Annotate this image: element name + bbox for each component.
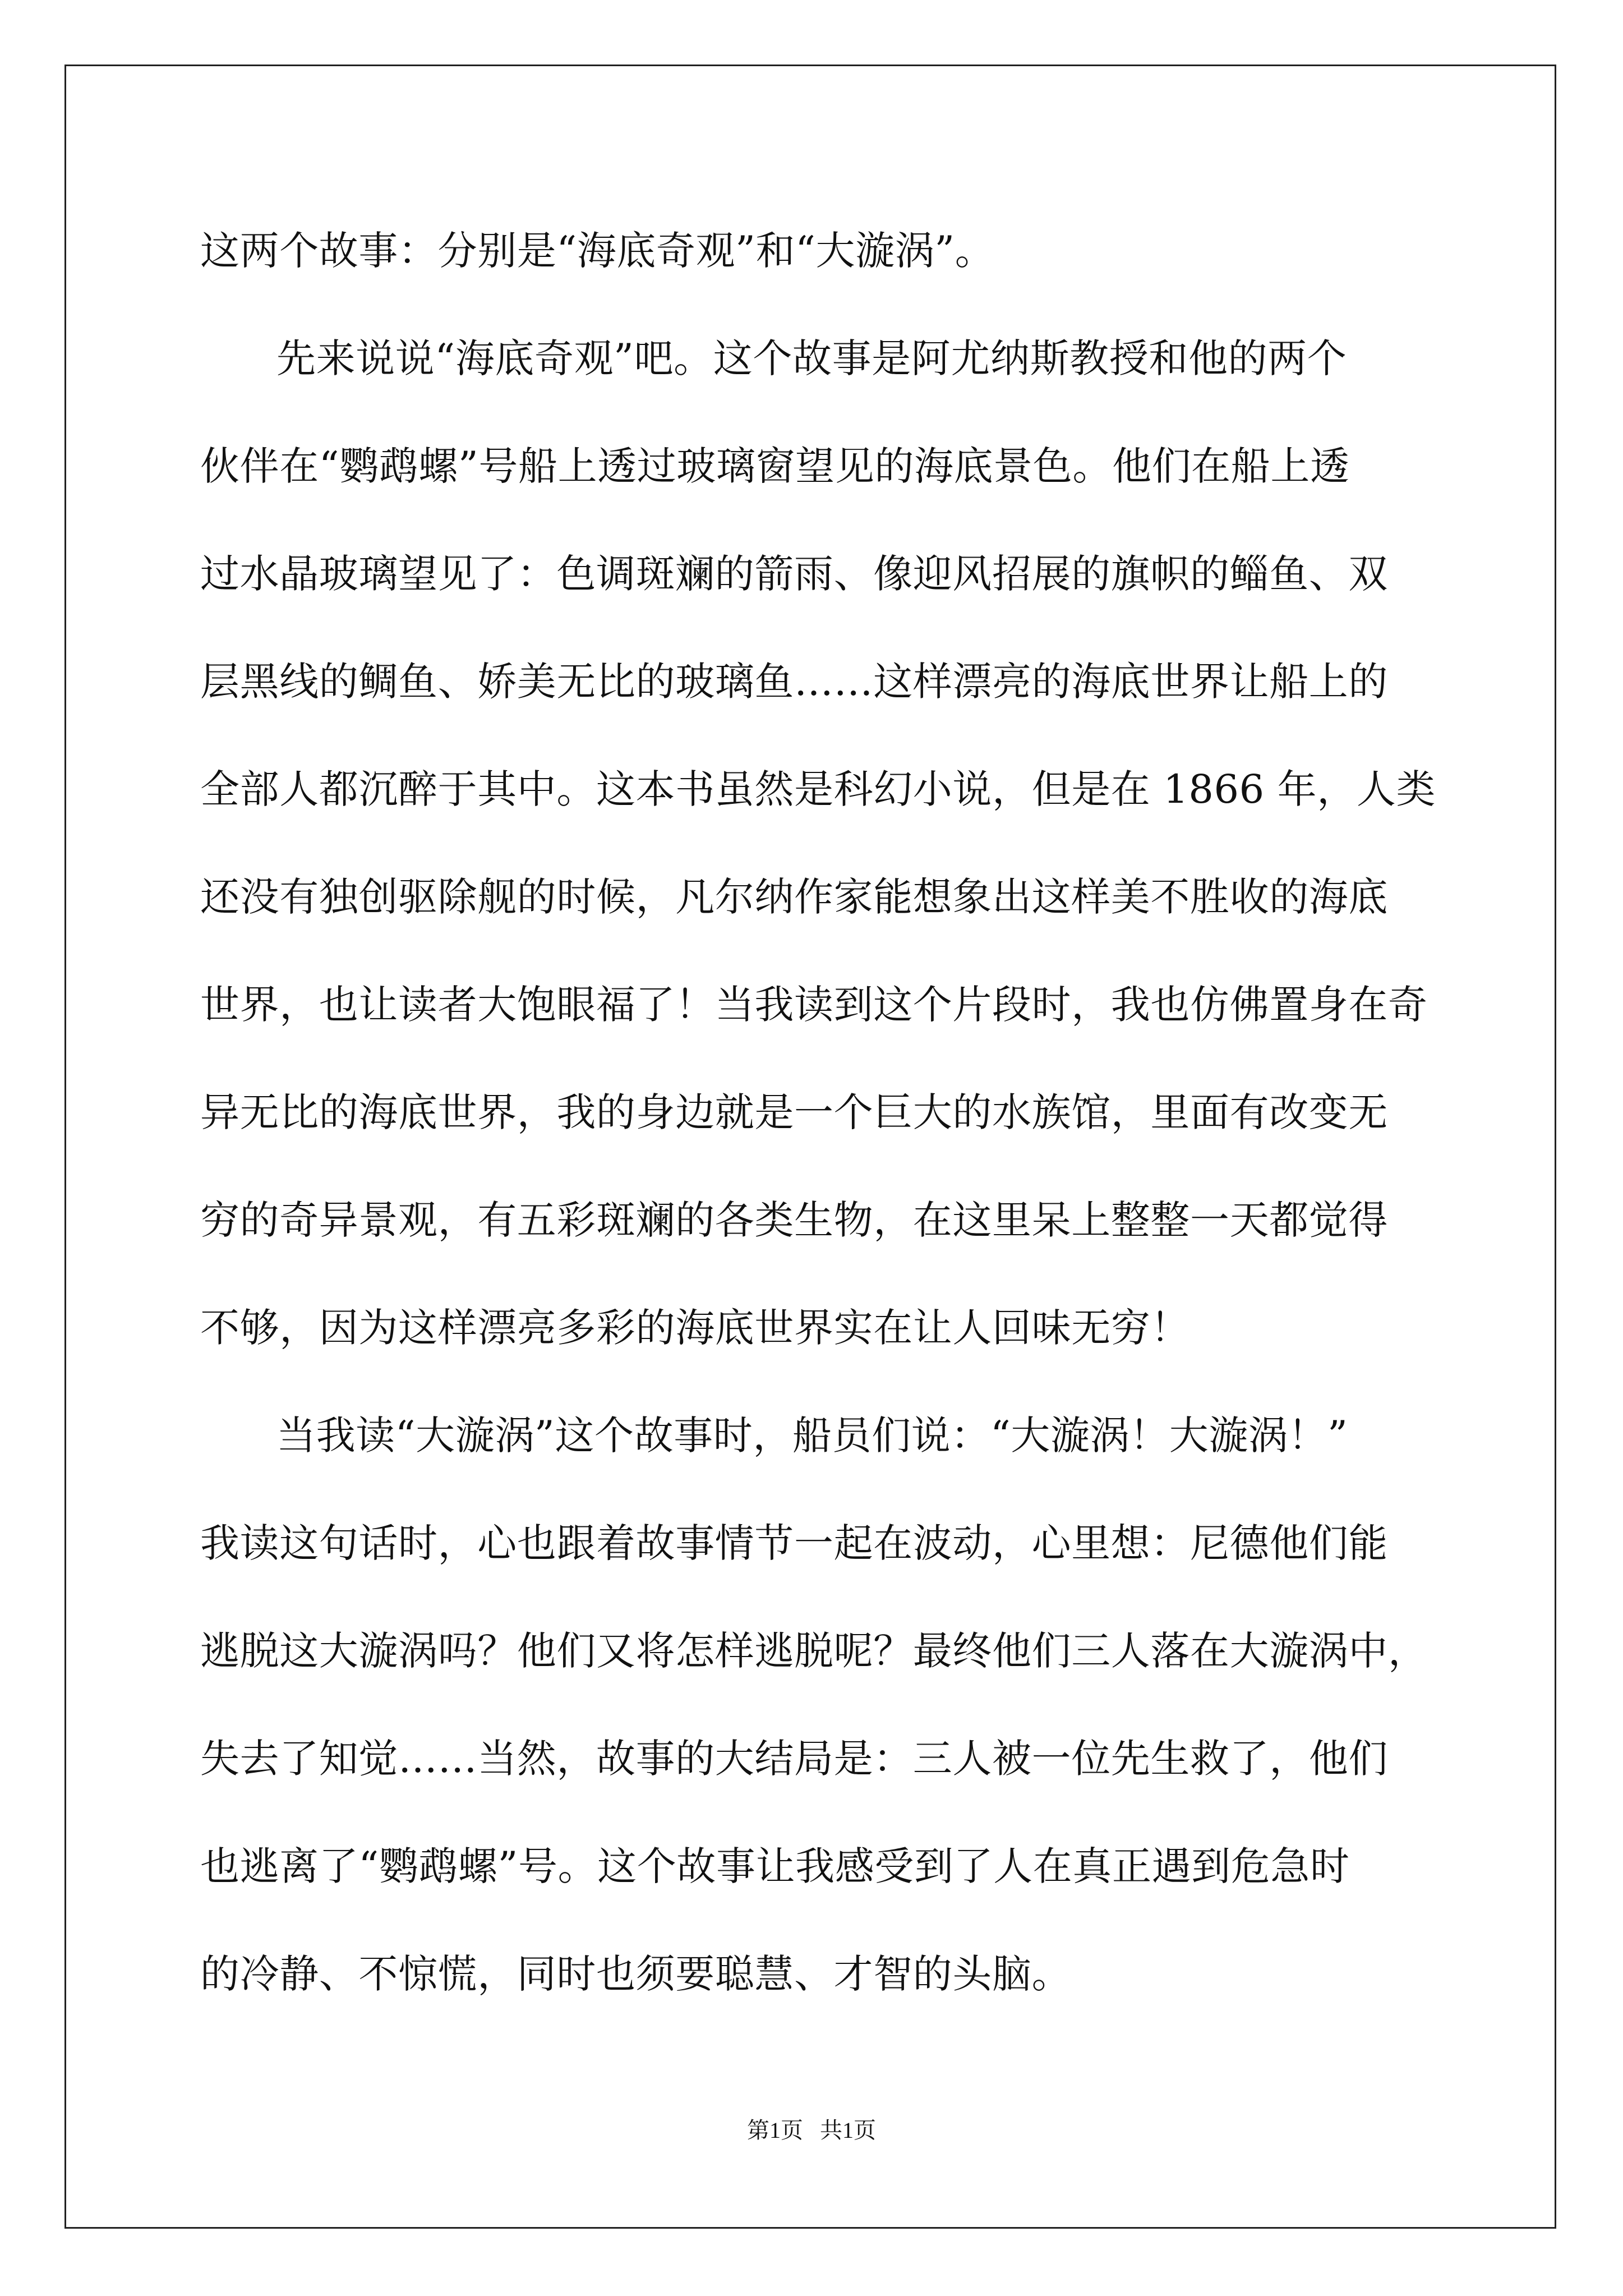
text-line: 的冷静、不惊慌，同时也须要聪慧、才智的头脑。 xyxy=(200,1951,1072,1997)
text-line: 层黑线的鲷鱼、娇美无比的玻璃鱼……这样漂亮的海底世界让船上的 xyxy=(200,659,1388,705)
text-line: 全部人都沉醉于其中。这本书虽然是科幻小说，但是在 1866 年，人类 xyxy=(200,766,1436,812)
page-footer: 第1页 共1页 xyxy=(747,2118,876,2143)
text-line: 异无比的海底世界，我的身边就是一个巨大的水族馆，里面有改变无 xyxy=(200,1089,1388,1135)
paragraph-start-line: 先来说说“海底奇观”吧。这个故事是阿尤纳斯教授和他的两个 xyxy=(276,335,1347,381)
text-line: 过水晶玻璃望见了：色调斑斓的箭雨、像迎风招展的旗帜的鲻鱼、双 xyxy=(200,551,1388,597)
paragraph-start-line: 当我读“大漩涡”这个故事时，船员们说：“大漩涡！大漩涡！” xyxy=(276,1412,1348,1458)
page-border xyxy=(64,65,1556,2229)
text-line: 不够，因为这样漂亮多彩的海底世界实在让人回味无穷！ xyxy=(200,1305,1190,1351)
text-line: 逃脱这大漩涡吗？他们又将怎样逃脱呢？最终他们三人落在大漩涡中， xyxy=(200,1628,1428,1674)
text-line: 还没有独创驱除舰的时候，凡尔纳作家能想象出这样美不胜收的海底 xyxy=(200,874,1388,920)
text-line: 失去了知觉……当然，故事的大结局是：三人被一位先生救了，他们 xyxy=(200,1736,1388,1782)
text-line: 这两个故事：分别是“海底奇观”和“大漩涡”。 xyxy=(200,228,995,274)
text-line: 伙伴在“鹦鹉螺”号船上透过玻璃窗望见的海底景色。他们在船上透 xyxy=(200,443,1350,489)
text-line: 世界，也让读者大饱眼福了！当我读到这个片段时，我也仿佛置身在奇 xyxy=(200,982,1428,1028)
text-line: 穷的奇异景观，有五彩斑斓的各类生物，在这里呆上整整一天都觉得 xyxy=(200,1197,1388,1243)
text-line: 我读这句话时，心也跟着故事情节一起在波动，心里想：尼德他们能 xyxy=(200,1520,1388,1566)
text-line: 也逃离了“鹦鹉螺”号。这个故事让我感受到了人在真正遇到危急时 xyxy=(200,1843,1350,1889)
